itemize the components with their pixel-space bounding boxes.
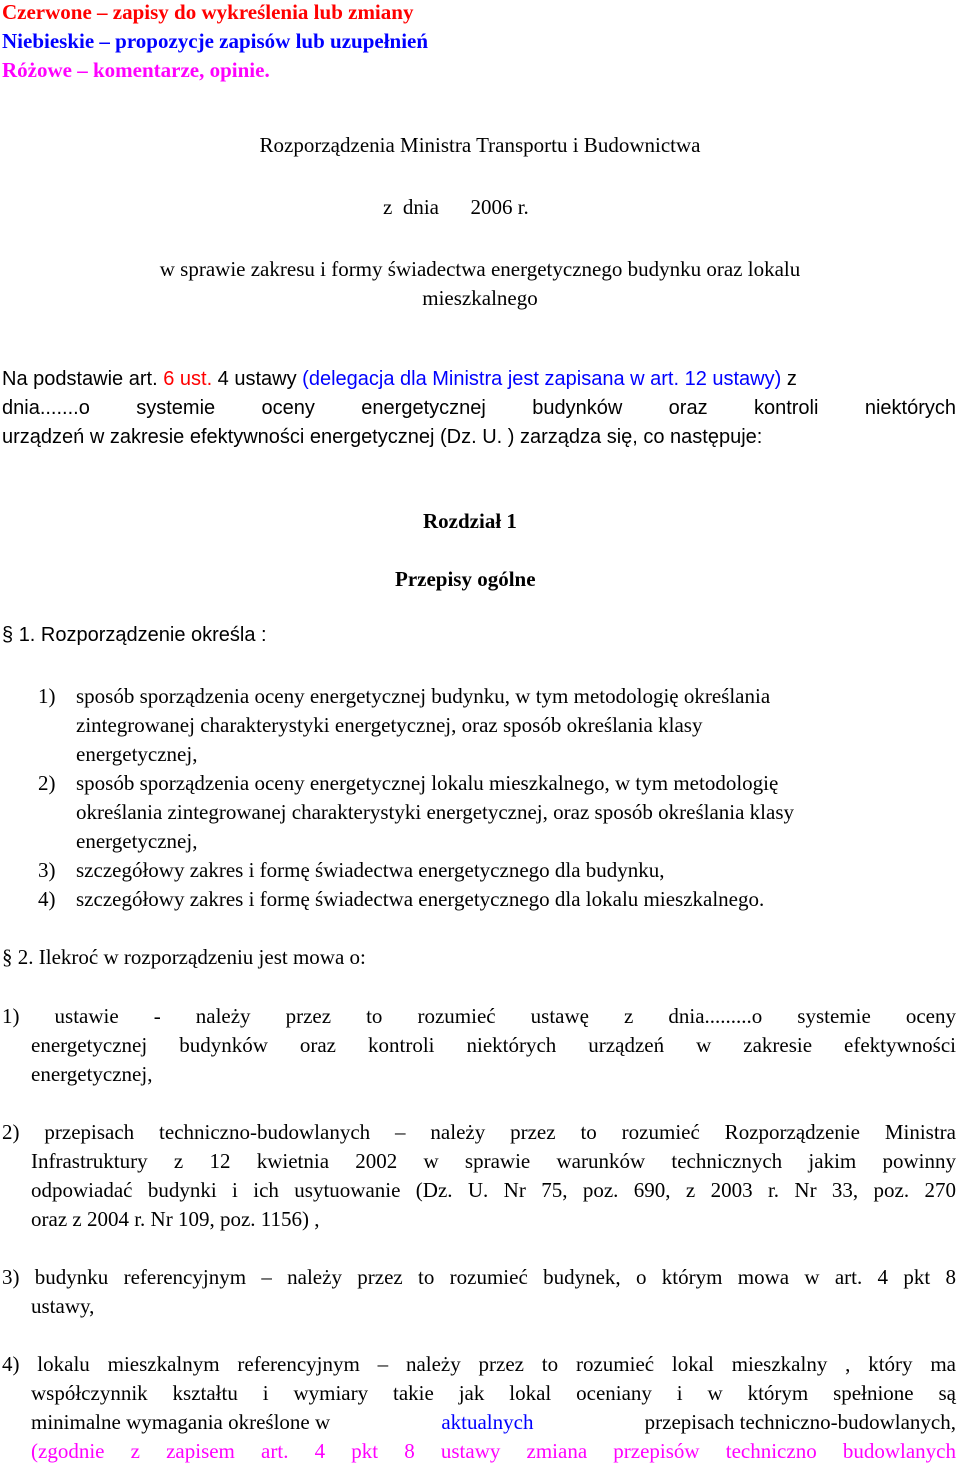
definition-2-line-3: odpowiadać budynki i ich usytuowanie (Dz. U. Nr 75, poz. 690, z 2003 r. Nr 33, poz. 270 (31, 1178, 956, 1202)
preamble-text-a: Na podstawie art. (2, 368, 164, 390)
definition-2-line-1: 2) przepisach techniczno-budowlanych – należy przez to rozumieć Rozporządzenie Ministra (2, 1120, 956, 1144)
list-item-number: 1) (38, 684, 56, 708)
section-1-heading (2, 624, 267, 647)
definition-2-line-4: oraz z 2004 r. Nr 109, poz. 1156) , (31, 1207, 320, 1231)
definition-3-line-1: 3) budynku referencyjnym – należy przez to rozumieć budynek, o którym mowa w art. 4 pkt 8 (2, 1265, 956, 1289)
preamble-line-1 (2, 368, 797, 391)
definition-4-line-3-c: przepisach techniczno-budowlanych, (639, 1410, 956, 1434)
definition-4-blue-word: aktualnych (441, 1410, 534, 1434)
definition-1-line-2: energetycznej budynków oraz kontroli niektórych urządzeń w zakresie efektywności (31, 1033, 956, 1057)
legend-pink: Różowe – komentarze, opinie. (2, 58, 270, 82)
definition-2-line-2: Infrastruktury z 12 kwietnia 2002 w sprawie warunków technicznych jakim powinny (31, 1149, 956, 1173)
list-item-1-line-2: zintegrowanej charakterystyki energetycznej, oraz sposób określania klasy (76, 713, 703, 737)
list-item-1-line-3: energetycznej, (76, 742, 198, 766)
definition-4-line-1: 4) lokalu mieszkalnym referencyjnym – należy przez to rozumieć lokal mieszkalny , który ma (2, 1352, 956, 1376)
definition-1-line-1: 1) ustawie - należy przez to rozumieć ustawę z dnia.........o systemie oceny (2, 1004, 956, 1028)
list-item-1-line-1: sposób sporządzenia oceny energetycznej budynku, w tym metodologię określania (76, 684, 771, 708)
chapter-number: Rozdział 1 (423, 509, 517, 533)
preamble-line-2: dnia.......o systemie oceny energetycznej budynków oraz kontroli niektórych (2, 397, 956, 419)
title-date: z dnia 2006 r. (383, 195, 529, 219)
paragraph-sign-icon: § (2, 624, 14, 646)
definition-3-line-2: ustawy, (31, 1294, 95, 1318)
definition-4-comment: (zgodnie z zapisem art. 4 pkt 8 ustawy zmiana przepisów techniczno budowlanych (31, 1439, 956, 1463)
legend-blue: Niebieskie – propozycje zapisów lub uzupełnień (2, 29, 429, 53)
title-line-4: mieszkalnego (422, 286, 538, 310)
preamble-line-3: urządzeń w zakresie efektywności energetycznej (Dz. U. ) zarządza się, co następuje: (2, 426, 763, 448)
list-item (38, 684, 56, 709)
definition-4-line-3 (31, 1410, 956, 1435)
list-item (38, 858, 56, 883)
list-item-3-line-1: szczegółowy zakres i formę świadectwa energetycznego dla budynku, (76, 858, 665, 882)
list-item-4-line-1: szczegółowy zakres i formę świadectwa energetycznego dla lokalu mieszkalnego. (76, 887, 765, 911)
preamble-red-ref: 6 ust. (163, 368, 213, 390)
preamble-text-b: 4 ustawy (212, 368, 303, 390)
paragraph-sign-icon: § (2, 945, 13, 969)
title-line-3: w sprawie zakresu i formy świadectwa energetycznego budynku oraz lokalu (159, 257, 801, 281)
definition-4-line-3-a: minimalne wymagania określone w (31, 1410, 336, 1434)
list-item-2-line-3: energetycznej, (76, 829, 198, 853)
list-item-2-line-2: określania zintegrowanej charakterystyki energetycznej, oraz sposób określania klasy (76, 800, 794, 824)
preamble-blue-note: (delegacja dla Ministra jest zapisana w art. 12 ustawy) (302, 368, 782, 390)
section-2-heading-text: 2. Ilekroć w rozporządzeniu jest mowa o: (17, 945, 366, 969)
title-line-1: Rozporządzenia Ministra Transportu i Budownictwa (259, 133, 701, 157)
definition-4-line-2: współczynnik kształtu i wymiary takie jak lokal oceniany i w którym spełnione są (31, 1381, 956, 1405)
list-item-number: 4) (38, 887, 56, 911)
list-item (38, 771, 56, 796)
section-1-heading-text: 1. Rozporządzenie określa : (18, 624, 267, 646)
legend-red: Czerwone – zapisy do wykreślenia lub zmiany (2, 0, 414, 24)
list-item-number: 3) (38, 858, 56, 882)
preamble-text-c: z (781, 368, 797, 390)
list-item (38, 887, 56, 912)
list-item-number: 2) (38, 771, 56, 795)
chapter-title: Przepisy ogólne (395, 567, 536, 591)
list-item-2-line-1: sposób sporządzenia oceny energetycznej lokalu mieszkalnego, w tym metodologię (76, 771, 779, 795)
definition-1-line-3: energetycznej, (31, 1062, 153, 1086)
section-2-heading (2, 945, 366, 970)
